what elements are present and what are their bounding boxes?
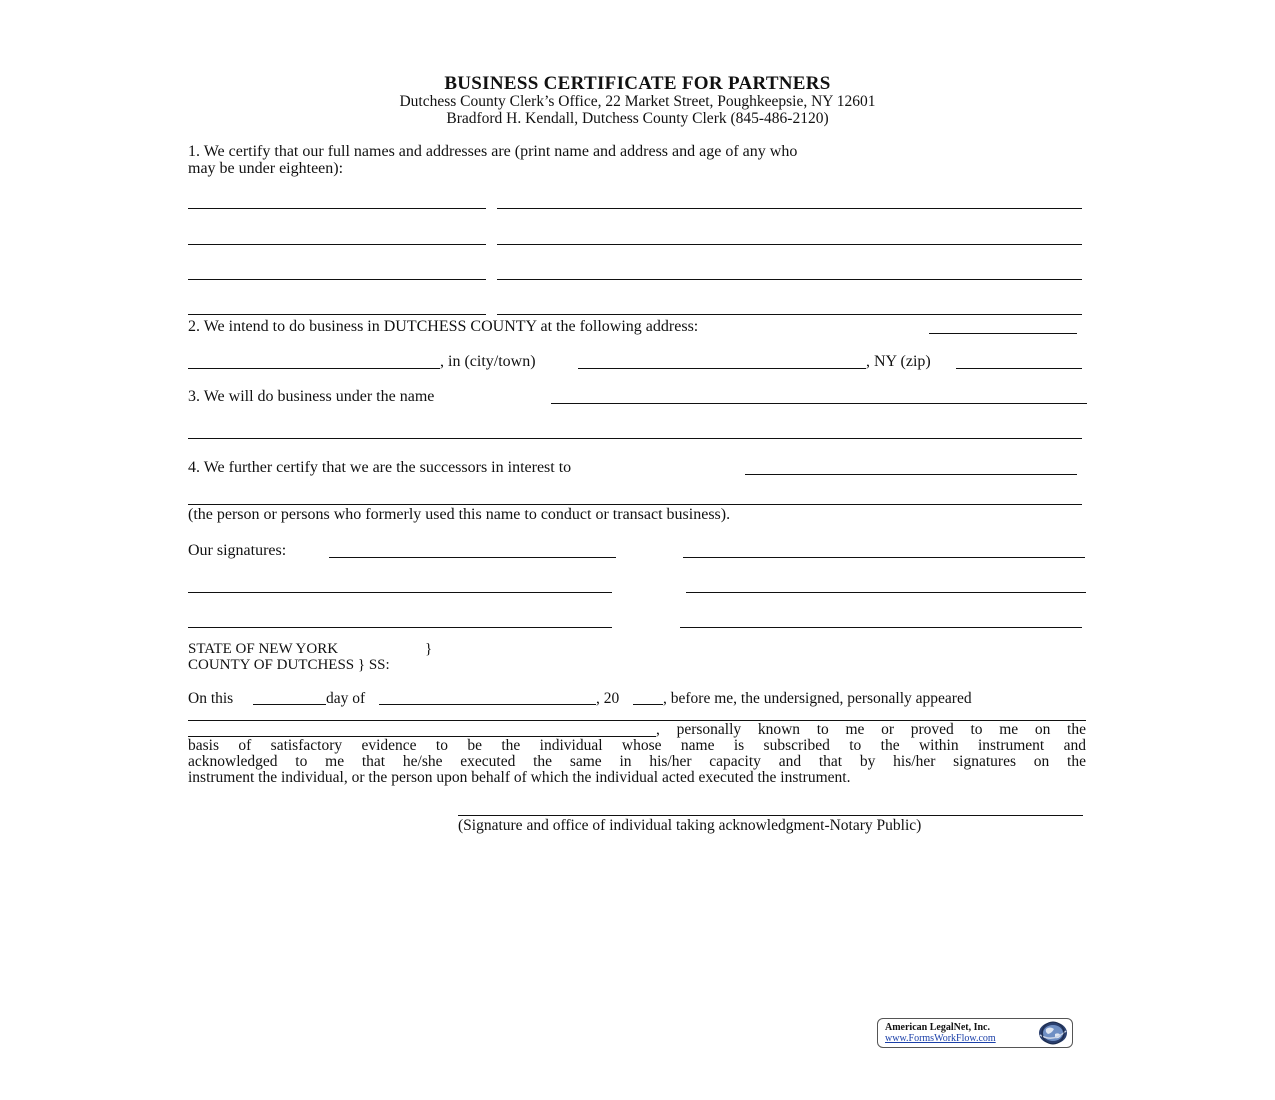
signatures-label: Our signatures: [188,542,287,559]
signature-field[interactable] [188,592,612,593]
venue-county: COUNTY OF DUTCHESS } SS: [188,657,390,673]
signature-field[interactable] [329,557,616,558]
zip-field[interactable] [956,368,1082,369]
partner-name-field[interactable] [188,208,486,209]
form-title: BUSINESS CERTIFICATE FOR PARTNERS [444,73,831,94]
partner-name-field[interactable] [188,244,486,245]
section2-label: 2. We intend to do business in DUTCHESS COUNTY at the following address: [188,318,699,335]
venue-state-brace: } [425,641,433,657]
section4-note: (the person or persons who formerly used this name to conduct or transact business). [188,506,731,523]
signature-field[interactable] [683,557,1085,558]
ack-known: , personally known to me or proved to me on the [656,721,1086,738]
partner-address-field[interactable] [497,314,1082,315]
logo-url-link[interactable]: www.FormsWorkFlow.com [885,1033,996,1044]
ack-year-field[interactable] [633,704,663,705]
predecessor-field-cont[interactable] [188,504,1082,505]
notary-signature-field[interactable] [458,815,1083,816]
notary-caption: (Signature and office of individual taking acknowledgment-Notary Public) [458,817,922,834]
globe-icon [1037,1021,1069,1045]
ack-year-prefix: , 20 [596,690,620,707]
predecessor-field[interactable] [745,474,1077,475]
signature-field[interactable] [188,627,612,628]
business-name-field-cont[interactable] [188,438,1082,439]
ack-day-of: day of [326,690,366,707]
city-label: , in (city/town) [440,353,536,370]
ack-month-field[interactable] [379,704,596,705]
partner-address-field[interactable] [497,244,1082,245]
logo-company-name: American LegalNet, Inc. [885,1022,990,1033]
signature-field[interactable] [686,592,1086,593]
zip-label: , NY (zip) [866,353,931,370]
business-address-field[interactable] [929,333,1077,334]
ack-appeared: , before me, the undersigned, personally appeared [663,690,972,707]
business-name-field[interactable] [551,403,1087,404]
partner-address-field[interactable] [497,279,1082,280]
partner-name-field[interactable] [188,314,486,315]
signature-field[interactable] [680,627,1082,628]
partner-address-field[interactable] [497,208,1082,209]
ack-line3: basis of satisfactory evidence to be the individual whose name is subscribed to the within instrument and [188,737,1086,754]
section4-label: 4. We further certify that we are the successors in interest to [188,459,572,476]
section3-label: 3. We will do business under the name [188,388,435,405]
section1-line2: may be under eighteen): [188,160,344,177]
venue-state: STATE OF NEW YORK [188,641,339,657]
street-field[interactable] [188,368,440,369]
american-legalnet-logo[interactable] [877,1018,1073,1048]
ack-on-this: On this [188,690,234,707]
office-address: Dutchess County Clerk’s Office, 22 Market Street, Poughkeepsie, NY 12601 [399,93,876,110]
ack-day-field[interactable] [253,704,326,705]
section1-line1: 1. We certify that our full names and addresses are (print name and address and age of any who [188,143,798,160]
ack-line5: instrument the individual, or the person upon behalf of which the individual acted executed the instrument. [188,769,851,786]
clerk-info: Bradford H. Kendall, Dutchess County Clerk (845-486-2120) [446,110,829,127]
partner-name-field[interactable] [188,279,486,280]
city-field[interactable] [578,368,866,369]
ack-line4: acknowledged to me that he/she executed the same in his/her capacity and that by his/her signatures on the [188,753,1086,770]
ack-paragraph [188,738,1086,786]
